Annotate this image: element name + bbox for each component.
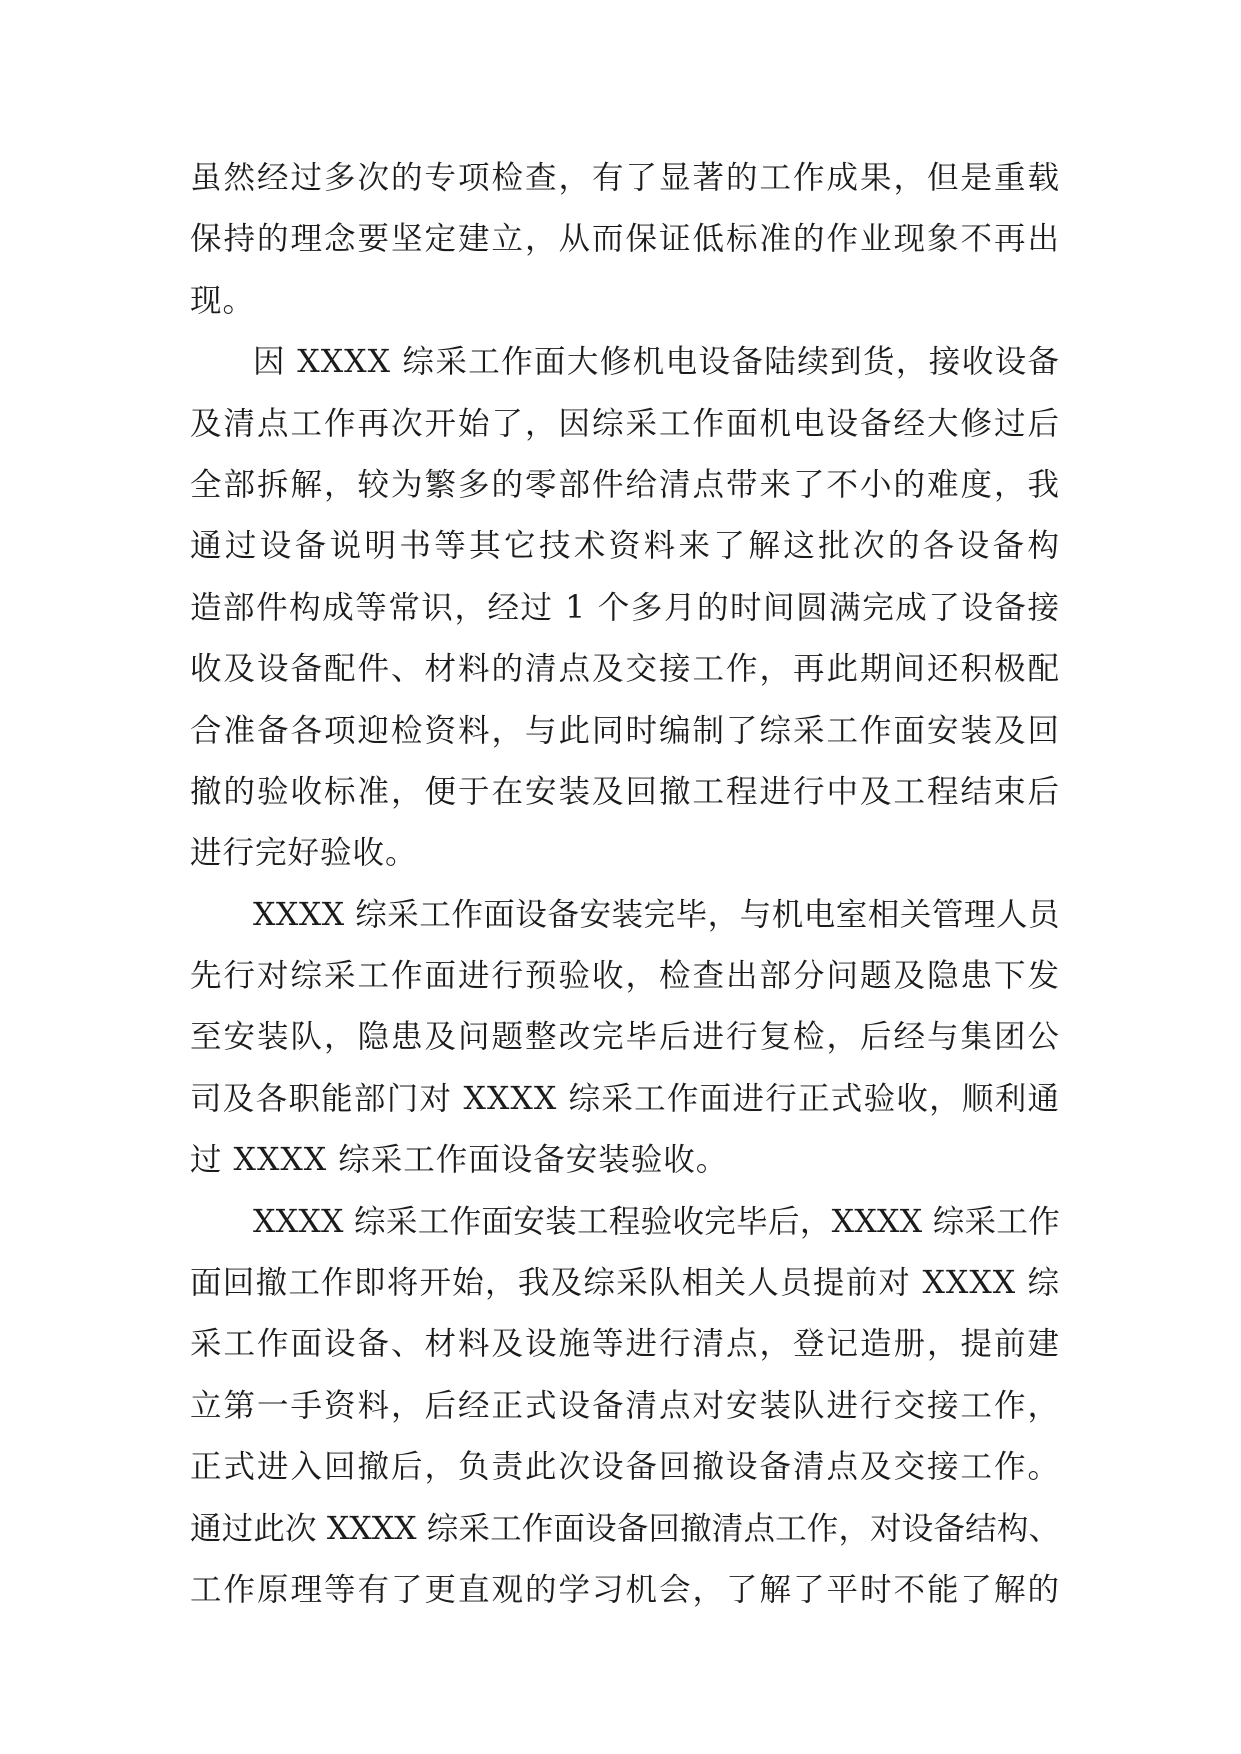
text-line: XXXX 综采工作面安装工程验收完毕后，XXXX 综采工作	[253, 1203, 1060, 1240]
text-line: 全部拆解，较为繁多的零部件给清点带来了不小的难度，我	[190, 466, 1060, 503]
text-line: 现。	[190, 282, 256, 319]
text-line: 进行完好验收。	[190, 835, 418, 872]
text-line: 过 XXXX 综采工作面设备安装验收。	[190, 1142, 729, 1179]
text-line: 保持的理念要坚定建立，从而保证低标准的作业现象不再出	[190, 221, 1060, 258]
text-line: 虽然经过多次的专项检查，有了显著的工作成果，但是重载	[190, 160, 1060, 196]
text-line: 采工作面设备、材料及设施等进行清点，登记造册，提前建	[190, 1326, 1060, 1363]
text-line: 收及设备配件、材料的清点及交接工作，再此期间还积极配	[190, 651, 1060, 688]
text-line: 通过此次 XXXX 综采工作面设备回撤清点工作，对设备结构、	[190, 1510, 1060, 1547]
text-line: 工作原理等有了更直观的学习机会，了解了平时不能了解的	[190, 1571, 1060, 1608]
text-line: 撤的验收标准，便于在安装及回撤工程进行中及工程结束后	[190, 773, 1060, 810]
text-line: 司及各职能部门对 XXXX 综采工作面进行正式验收，顺利通	[190, 1080, 1060, 1117]
text-line: 立第一手资料，后经正式设备清点对安装队进行交接工作，	[190, 1387, 1060, 1424]
text-line: 合准备各项迎检资料，与此同时编制了综采工作面安装及回	[190, 712, 1060, 749]
text-line: 通过设备说明书等其它技术资料来了解这批次的各设备构	[190, 528, 1060, 565]
text-line: 因 XXXX 综采工作面大修机电设备陆续到货，接收设备	[253, 344, 1060, 381]
text-line: 正式进入回撤后，负责此次设备回撤设备清点及交接工作。	[190, 1449, 1060, 1486]
body-text	[190, 148, 1060, 1621]
text-line: 面回撤工作即将开始，我及综采队相关人员提前对 XXXX 综	[190, 1265, 1060, 1302]
text-line: 及清点工作再次开始了，因综采工作面机电设备经大修过后	[190, 405, 1060, 442]
text-line: 先行对综采工作面进行预验收，检查出部分问题及隐患下发	[190, 958, 1060, 995]
text-line: 至安装队，隐患及问题整改完毕后进行复检，后经与集团公	[190, 1019, 1060, 1056]
text-line: 造部件构成等常识，经过 1 个多月的时间圆满完成了设备接	[190, 589, 1060, 626]
text-line: XXXX 综采工作面设备安装完毕，与机电室相关管理人员	[253, 896, 1060, 933]
